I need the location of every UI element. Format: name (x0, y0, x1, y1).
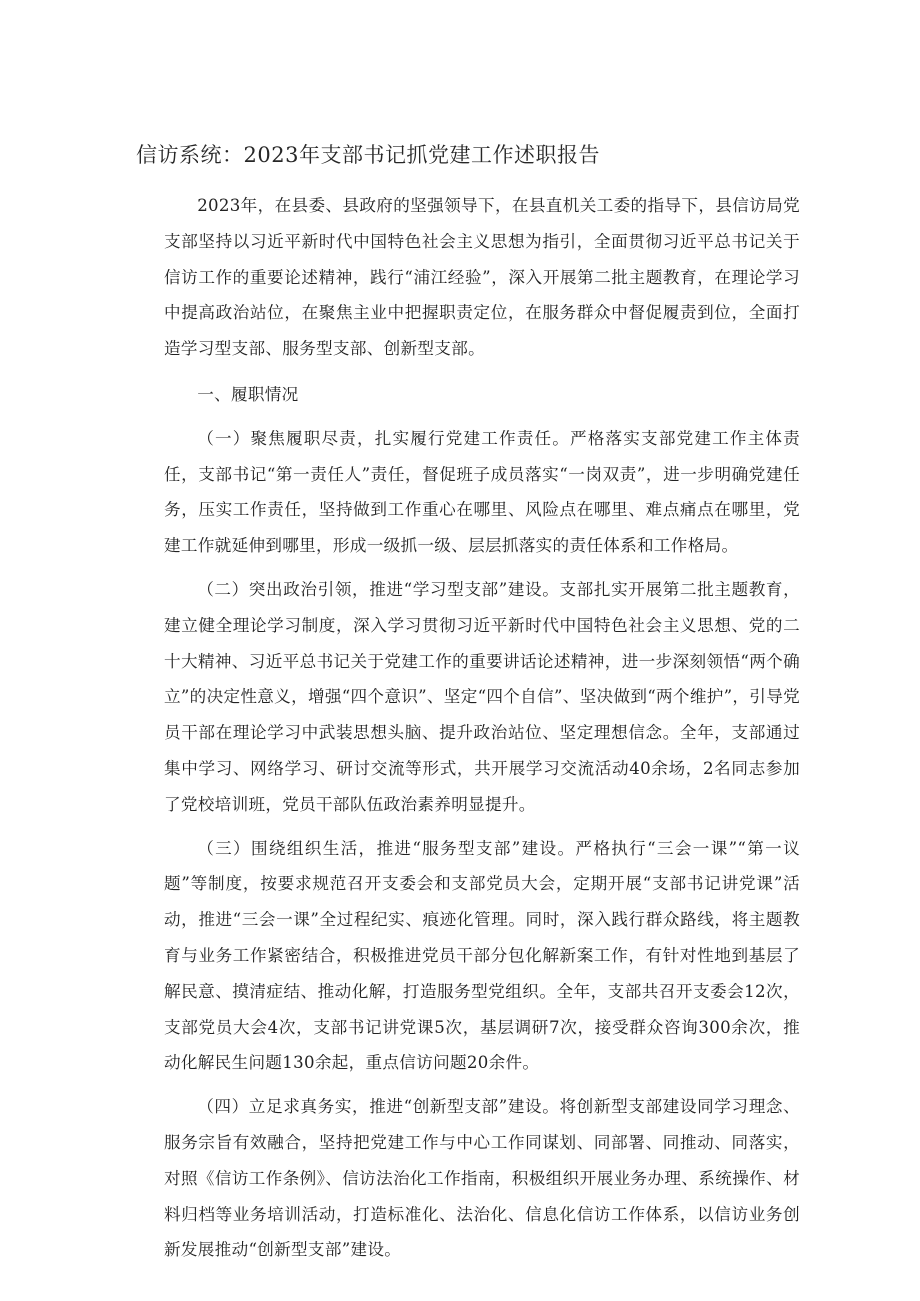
intro-paragraph: 2023年，在县委、县政府的坚强领导下，在县直机关工委的指导下，县信访局党支部坚持以习近平新时代中国特色社会主义思想为指引，全面贯彻习近平总书记关于信访工作的重要论述精神，践行“浦江经验”，深入开展第二批主题教育，在理论学习中提高政治站位，在聚焦主业中把握职责定位，在服务群众中督促履责到位，全面打造学习型支部、服务型支部、创新型支部。 (164, 196, 800, 359)
section-heading: 一、履职情况 (197, 384, 299, 404)
paragraph-2: （二）突出政治引领，推进“学习型支部”建设。支部扎实开展第二批主题教育，建立健全理论学习制度，深入学习贯彻习近平新时代中国特色社会主义思想、党的二十大精神、习近平总书记关于党建工作的重要讲话论述精神，进一步深刻领悟“两个确立”的决定性意义，增强“四个意识”、坚定“四个自信”、坚决做到“两个维护”，引导党员干部在理论学习中武装思想头脑、提升政治站位、坚定理想信念。全年，支部通过集中学习、网络学习、研讨交流等形式，共开展学习交流活动40余场，2名同志参加了党校培训班，党员干部队伍政治素养明显提升。 (164, 579, 800, 814)
paragraph-1: （一）聚焦履职尽责，扎实履行党建工作责任。严格落实支部党建工作主体责任，支部书记“第一责任人”责任，督促班子成员落实“一岗双责”，进一步明确党建任务，压实工作责任，坚持做到工作重心在哪里、风险点在哪里、难点痛点在哪里，党建工作就延伸到哪里，形成一级抓一级、层层抓落实的责任体系和工作格局。 (164, 428, 800, 556)
paragraph-4: （四）立足求真务实，推进“创新型支部”建设。将创新型支部建设同学习理念、服务宗旨有效融合，坚持把党建工作与中心工作同谋划、同部署、同推动、同落实，对照《信访工作条例》、信访法治化工作指南，积极组织开展业务办理、系统操作、材料归档等业务培训活动，打造标准化、法治化、信息化信访工作体系，以信访业务创新发展推动“创新型支部”建设。 (164, 1097, 800, 1260)
document-title: 信访系统：2023年支部书记抓党建工作述职报告 (136, 143, 600, 167)
paragraph-3: （三）围绕组织生活，推进“服务型支部”建设。严格执行“三会一课”“第一议题”等制度，按要求规范召开支委会和支部党员大会，定期开展“支部书记讲党课”活动，推进“三会一课”全过程纪实、痕迹化管理。同时，深入践行群众路线，将主题教育与业务工作紧密结合，积极推进党员干部分包化解新案工作，有针对性地到基层了解民意、摸清症结、推动化解，打造服务型党组织。全年，支部共召开支委会12次，支部党员大会4次，支部书记讲党课5次，基层调研7次，接受群众咨询300余次，推动化解民生问题130余起，重点信访问题20余件。 (164, 838, 800, 1073)
document-body (164, 188, 800, 1276)
